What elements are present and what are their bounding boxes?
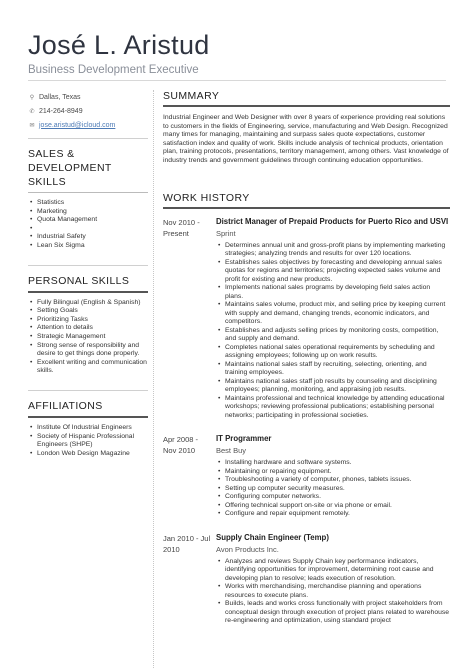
list-item: • Marketing [28, 208, 148, 217]
list-item: • Establishes and adjusts selling prices by monitoring costs, competition, and supply and demand. [216, 327, 450, 344]
job-date-start: Jan 2010 - Jul [163, 533, 211, 543]
personal-skills-section [28, 274, 148, 376]
skills-list [28, 199, 148, 251]
job-company: Avon Products Inc. [216, 544, 279, 554]
candidate-name: José L. Aristud [28, 30, 210, 60]
job-bullets [216, 459, 450, 519]
list-item: • Installing hardware and software systems. [216, 459, 450, 468]
list-item: • Configuring computer networks. [216, 493, 450, 502]
work-history-heading-rule [163, 207, 450, 209]
list-item: • Builds, leads and works cross functionally with project stakeholders from conceptual design through execution of project plans related to warehouse re-engineering and optimization, using standard project [216, 600, 450, 626]
job-company: Sprint [216, 228, 236, 238]
job-company: Best Buy [216, 446, 247, 456]
job-title: Supply Chain Engineer (Temp) [216, 532, 329, 542]
contact-phone [28, 104, 148, 118]
list-item: • Implements national sales programs by developing field sales action plans. [216, 284, 450, 301]
list-item: • Statistics [28, 199, 148, 208]
list-item: • Determines annual unit and gross-profit plans by implementing marketing strategies; analyzing trends and results for over 120 locations. [216, 242, 450, 259]
job-body [216, 533, 450, 626]
job-dates [163, 217, 213, 239]
summary-heading: SUMMARY [163, 90, 220, 102]
work-history-section [163, 192, 450, 626]
job-dates [163, 533, 213, 555]
skills-heading: SALES & DEVELOPMENT SKILLS [28, 148, 112, 188]
right-column [163, 90, 450, 626]
job-body [216, 434, 450, 519]
phone-text: 214-264-8949 [39, 107, 83, 115]
job-body [216, 217, 450, 421]
affiliations-section [28, 399, 148, 458]
list-item: • Prioritizing Tasks [28, 316, 148, 325]
list-item: • Establishes sales objectives by forecasting and developing annual sales quotas for regions and territories; projecting expected sales volume and profit for existing and new products. [216, 259, 450, 285]
header-divider [28, 80, 446, 81]
personal-divider [28, 390, 148, 391]
job-entry [163, 217, 450, 421]
contact-divider [28, 138, 148, 139]
summary-section [163, 90, 450, 166]
contact-block [28, 90, 148, 132]
job-date-end: Nov 2010 [163, 446, 196, 456]
list-item: • Offering technical support on-site or via phone or email. [216, 502, 450, 511]
list-item: • Works with merchandising, merchandise planning and operations resources to execute plans. [216, 583, 450, 600]
left-column [28, 90, 148, 458]
list-item: • Maintains professional and technical knowledge by attending educational workshops; reviewing professional publications; establishing personal networks; participating in professional societies. [216, 395, 450, 421]
envelope-icon: ✉ [29, 122, 35, 129]
affiliations-heading: AFFILIATIONS [28, 399, 103, 412]
list-item: • Configure and repair equipment remotely. [216, 510, 450, 519]
job-entry [163, 533, 450, 626]
contact-location [28, 90, 148, 104]
list-item: • Maintains sales volume, product mix, and selling price by keeping current with supply and demand, changing trends, economic indicators, and competitors. [216, 301, 450, 327]
job-entry [163, 434, 450, 519]
list-item: • Attention to details [28, 324, 148, 333]
skills-section [28, 147, 148, 251]
job-date-start: Apr 2008 - [163, 435, 199, 445]
job-date-end: Present [163, 228, 189, 238]
list-item: • Maintains national sales staff job results by counseling and disciplining employees; planning, monitoring, and appraising job results. [216, 378, 450, 395]
job-dates [163, 434, 213, 456]
job-date-start: Nov 2010 - [163, 217, 200, 227]
list-item: • Completes national sales operational requirements by scheduling and assigning employees; following up on work results. [216, 344, 450, 361]
location-text: Dallas, Texas [39, 93, 81, 101]
column-divider [153, 90, 154, 668]
list-item: • Maintains national sales staff by recruiting, selecting, orienting, and training employees. [216, 361, 450, 378]
summary-heading-rule [163, 105, 450, 107]
list-item: • Quota Management [28, 216, 148, 225]
job-date-end: 2010 [163, 544, 180, 554]
list-item: • Lean Six Sigma [28, 242, 148, 251]
job-title: IT Programmer [216, 434, 272, 444]
list-item: • Industrial Safety [28, 233, 148, 242]
affiliations-heading-rule [28, 416, 148, 418]
resume-header [28, 30, 210, 76]
summary-text: Industrial Engineer and Web Designer with over 8 years of experience providing real solutions to customers in the fields of Engineering, service, manufacturing and Web Design. Recognized many times for managing, maintaining and surpass sales quote expectations, customer satisfaction index and quality of work. Skills include analysis of technical products, orientation plan, training protocols, presentations, territory management, among others. Vast knowledge of industry trends and government guidelines through continuing education opportunities. [163, 114, 449, 164]
contact-email[interactable] [28, 118, 148, 132]
location-pin-icon: ⚲ [29, 94, 35, 101]
affiliations-list [28, 424, 148, 458]
list-item: • Analyzes and reviews Supply Chain key performance indicators, identifying opportunities for improvement, determining root cause and developing plan to resolve; leads execution of resolution. [216, 558, 450, 584]
job-bullets [216, 242, 450, 421]
list-item: • Maintaining or repairing equipment. [216, 468, 450, 477]
list-item: • Society of Hispanic Professional Engineers (SHPE) [28, 433, 148, 450]
list-item: • Institute Of Industrial Engineers [28, 424, 148, 433]
list-item: • Strong sense of responsibility and desire to get things done properly. [28, 342, 148, 359]
list-item: • London Web Design Magazine [28, 450, 148, 459]
phone-icon: ✆ [29, 108, 35, 115]
list-item: • Setting Goals [28, 307, 148, 316]
list-item: • Setting up computer security measures. [216, 485, 450, 494]
list-item: • Fully Bilingual (English & Spanish) [28, 299, 148, 308]
personal-skills-list [28, 299, 148, 376]
list-item [28, 225, 148, 234]
personal-heading-rule [28, 291, 148, 293]
list-item: • Troubleshooting a variety of computer, phones, tablets issues. [216, 476, 450, 485]
skills-heading-rule [28, 192, 148, 193]
list-item: • Excellent writing and communication skills. [28, 359, 148, 376]
personal-skills-heading: PERSONAL SKILLS [28, 274, 130, 287]
work-history-heading: WORK HISTORY [163, 191, 250, 204]
job-title: District Manager of Prepaid Products for Puerto Rico and USVI [216, 216, 449, 226]
job-bullets [216, 558, 450, 626]
candidate-title: Business Development Executive [28, 64, 199, 76]
skills-divider [28, 265, 148, 266]
list-item: • Strategic Management [28, 333, 148, 342]
email-link[interactable]: jose.aristud@icloud.com [39, 121, 116, 129]
